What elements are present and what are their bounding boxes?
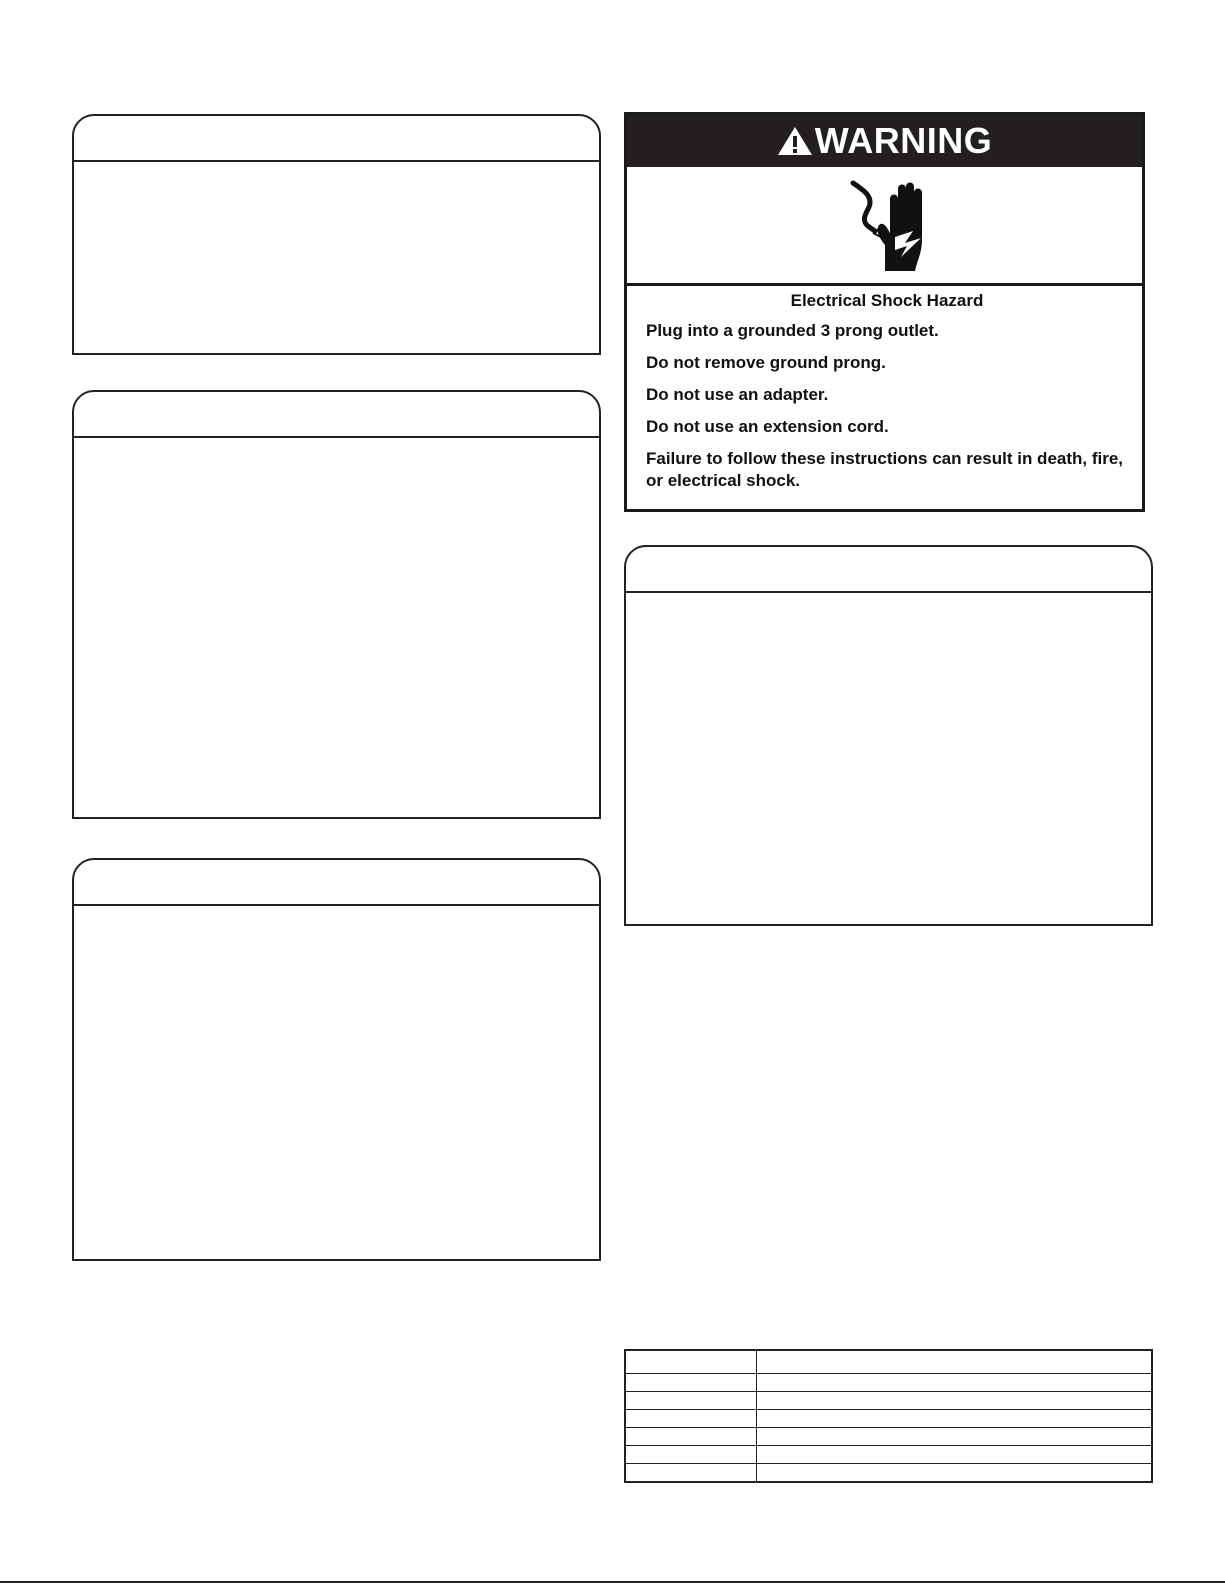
table-cell: [625, 1392, 757, 1410]
panel-tab-divider: [626, 591, 1151, 593]
table-row: [625, 1446, 1152, 1464]
warning-title: WARNING: [814, 120, 993, 161]
table-cell: [625, 1428, 757, 1446]
panel-left-1: [72, 114, 601, 355]
warning-line: Do not use an adapter.: [646, 385, 829, 404]
warning-line: Failure to follow these instructions can result in death, fire, or electrical shock.: [646, 449, 1124, 490]
table-cell: [625, 1374, 757, 1392]
panel-right-1: [624, 545, 1153, 926]
table-cell: [757, 1350, 1153, 1374]
panel-tab-divider: [74, 160, 599, 162]
table-row: [625, 1392, 1152, 1410]
footer-rule: [0, 1581, 1225, 1583]
table-cell: [757, 1392, 1153, 1410]
panel-left-3: [72, 858, 601, 1261]
panel-left-2: [72, 390, 601, 819]
warning-line: Do not remove ground prong.: [646, 353, 886, 372]
panel-tab-divider: [74, 904, 599, 906]
electrical-shock-hand-icon: [835, 175, 935, 275]
table-cell: [757, 1374, 1153, 1392]
table-row: [625, 1428, 1152, 1446]
table-cell: [757, 1428, 1153, 1446]
table-row: [625, 1410, 1152, 1428]
table-cell: [757, 1410, 1153, 1428]
table-cell: [625, 1464, 757, 1483]
warning-box: [624, 112, 1145, 512]
spec-table: [624, 1349, 1153, 1483]
hazard-title: Electrical Shock Hazard: [790, 291, 984, 310]
warning-divider: [627, 283, 1142, 286]
table-cell: [625, 1410, 757, 1428]
warning-icon-area: [627, 167, 1142, 282]
warning-header: [627, 115, 1142, 167]
table-row: [625, 1374, 1152, 1392]
table-row: [625, 1464, 1152, 1483]
warning-line: Do not use an extension cord.: [646, 417, 889, 436]
table-row: [625, 1350, 1152, 1374]
table-cell: [625, 1350, 757, 1374]
table-cell: [757, 1446, 1153, 1464]
panel-tab-divider: [74, 436, 599, 438]
warning-triangle-icon: [777, 126, 813, 156]
warning-text: [646, 291, 1128, 492]
table-cell: [757, 1464, 1153, 1483]
warning-line: Plug into a grounded 3 prong outlet.: [646, 321, 939, 340]
table-cell: [625, 1446, 757, 1464]
